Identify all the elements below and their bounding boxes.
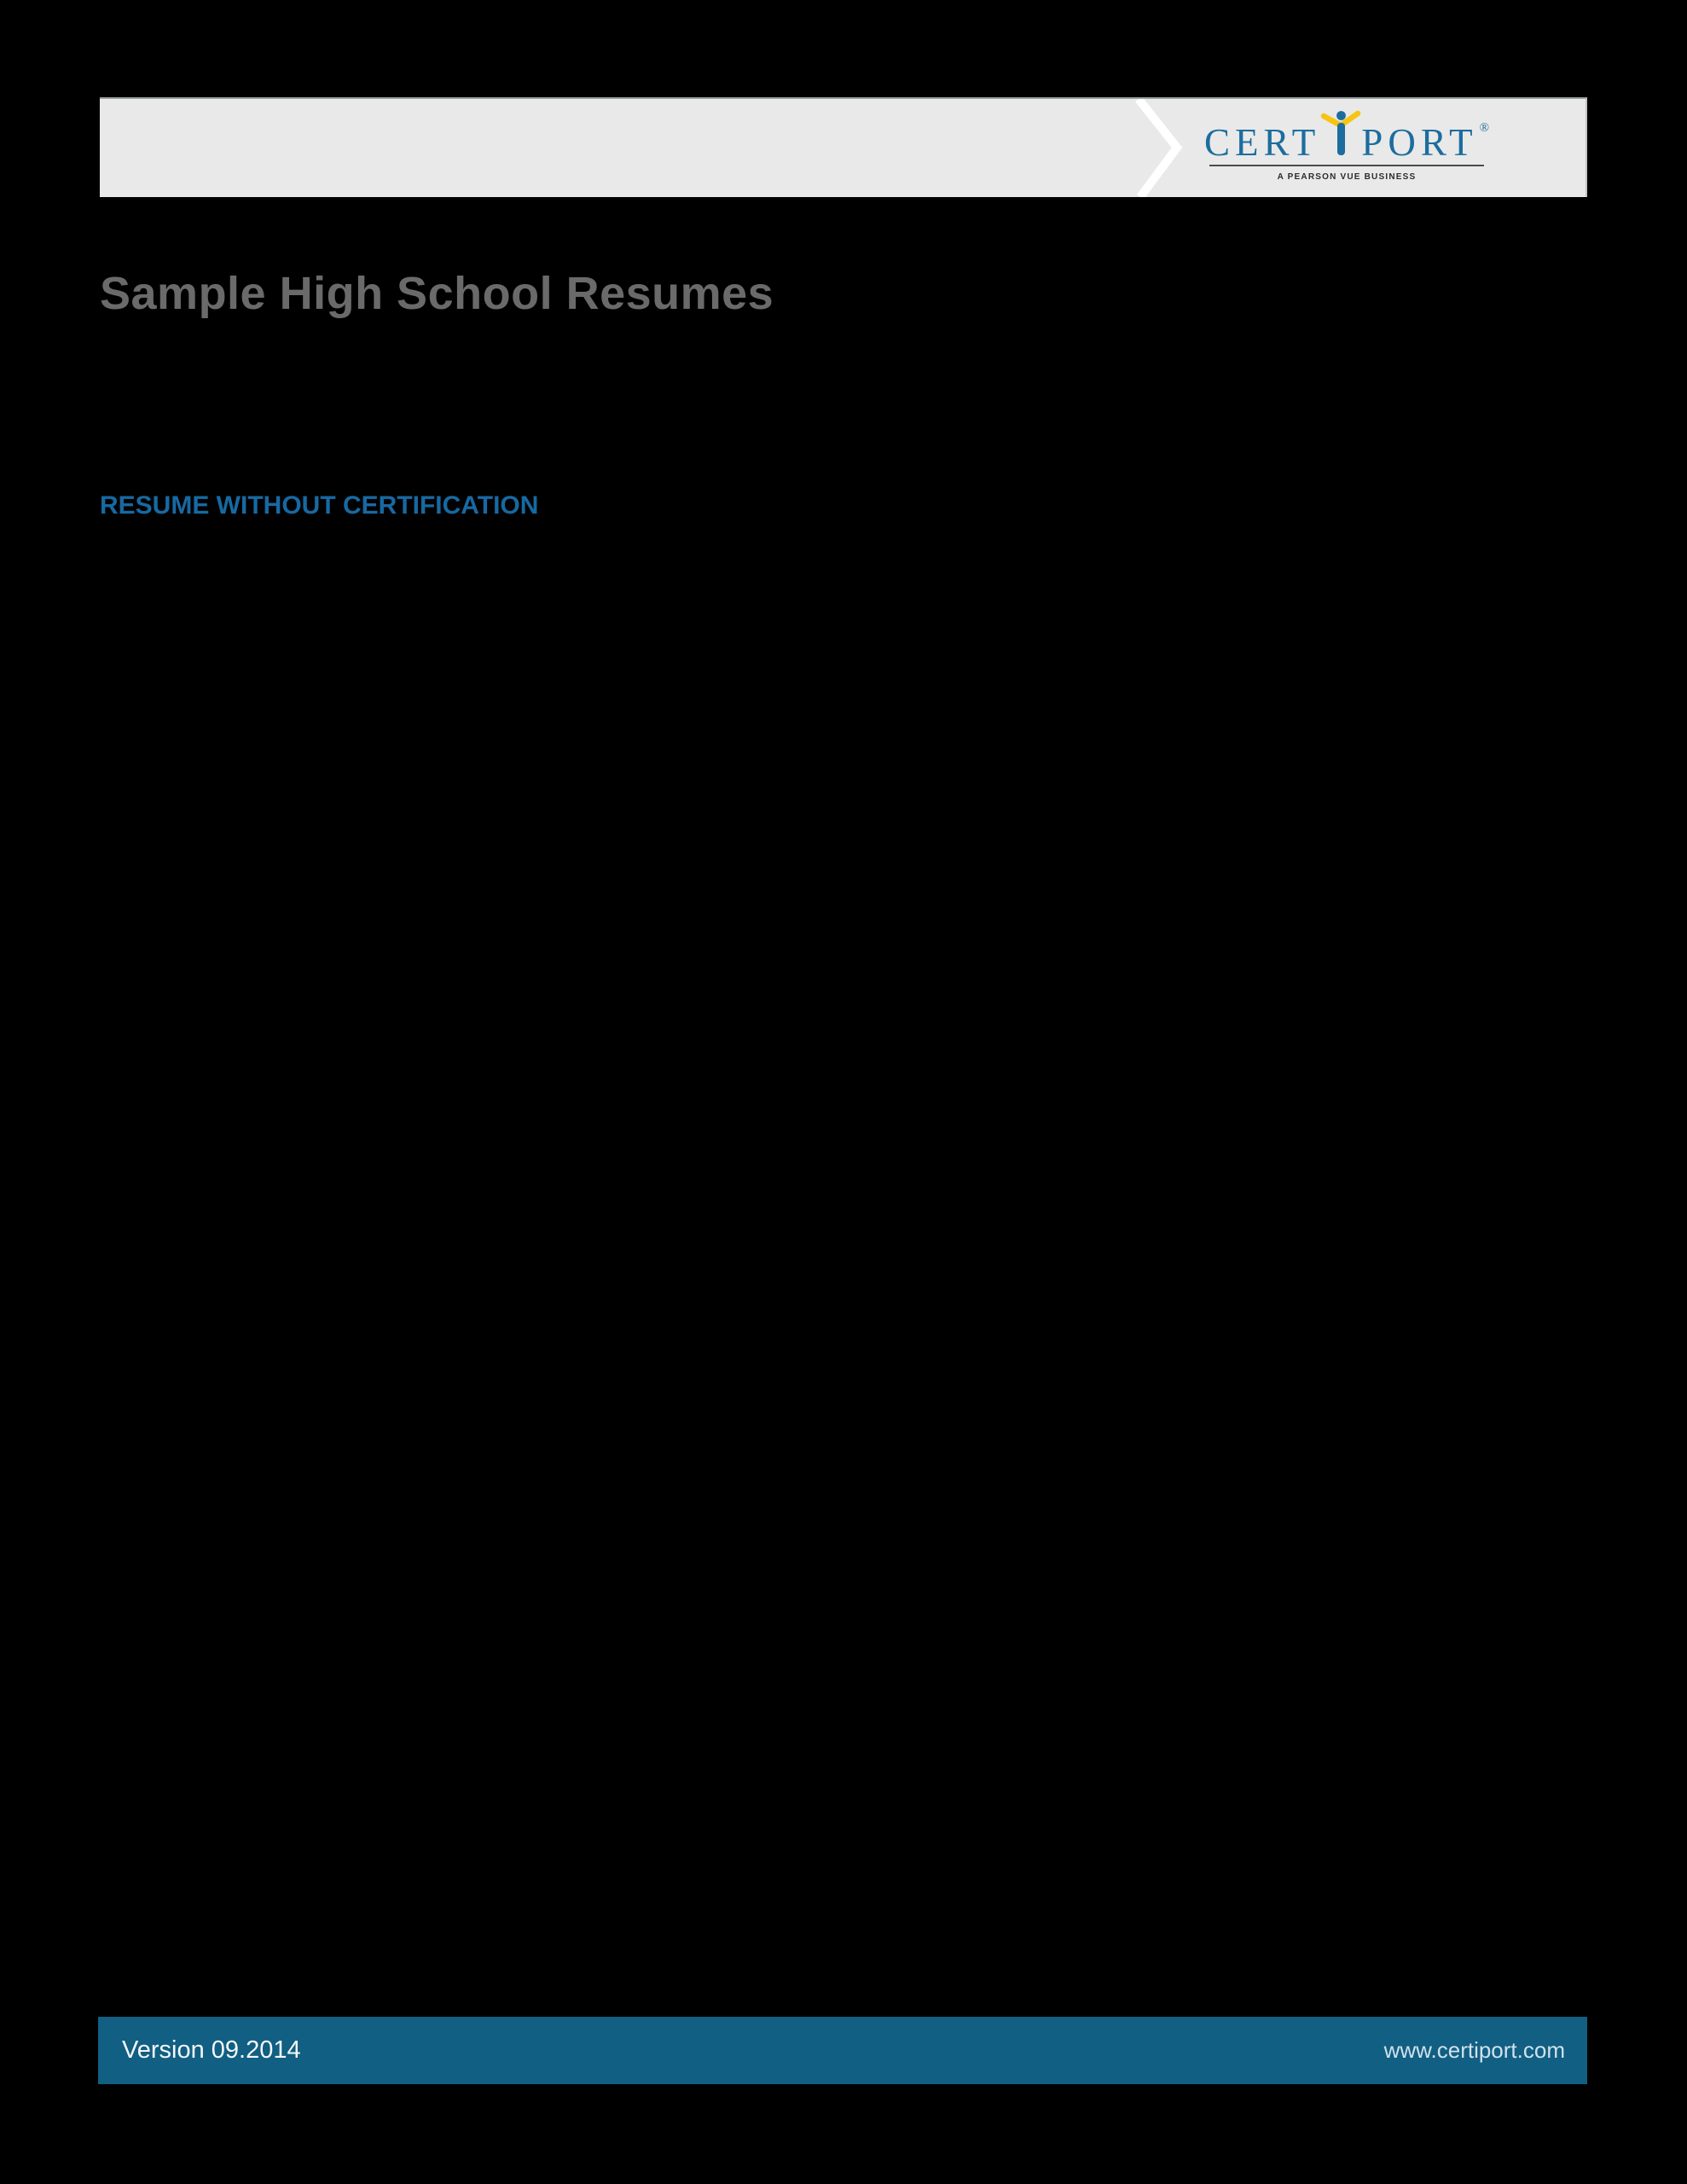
header-banner — [100, 97, 1587, 197]
section-heading: RESUME WITHOUT CERTIFICATION — [100, 491, 539, 520]
page-title: Sample High School Resumes — [100, 268, 774, 319]
version-label: Version 09.2014 — [122, 2036, 301, 2064]
registered-trademark-mark: ® — [1479, 121, 1490, 135]
logo-text-left: CERT — [1203, 121, 1321, 164]
logo-divider — [1209, 165, 1484, 166]
footer-bar — [98, 2017, 1587, 2084]
logo-text-right: PORT — [1361, 121, 1478, 164]
website-link[interactable]: www.certiport.com — [1383, 2037, 1565, 2063]
certiport-logo — [1203, 110, 1490, 182]
certiport-logo-wordmark — [1203, 110, 1490, 164]
chevron-right-icon — [1134, 99, 1187, 197]
logo-tagline: A PEARSON VUE BUSINESS — [1277, 172, 1417, 182]
certiport-person-icon — [1321, 109, 1360, 155]
